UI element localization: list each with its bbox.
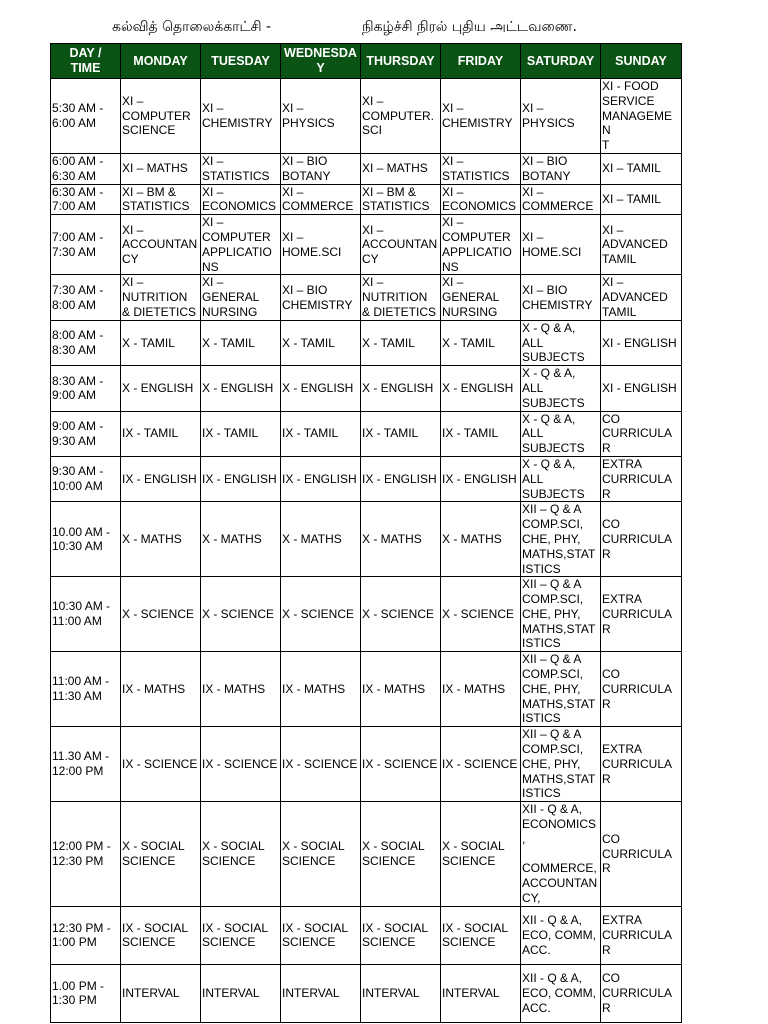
- program-cell-thursday: [361, 577, 441, 652]
- time-slot-cell: [51, 906, 121, 964]
- program-cell-monday: [121, 215, 201, 275]
- program-cell-saturday: [521, 275, 601, 320]
- title-channel-name: கல்வித் தொலைக்காட்சி -: [112, 19, 272, 35]
- program-text: XII – Q & A COMP.SCI, CHE, PHY, MATHS,STAT ISTICS: [522, 577, 596, 651]
- program-cell-friday: [441, 411, 521, 456]
- program-text: IX - TAMIL: [442, 426, 499, 441]
- program-cell-wednesday: [281, 456, 361, 501]
- program-text: X - Q & A, ALL SUBJECTS: [522, 411, 585, 456]
- header-tuesday: TUESDAY: [201, 44, 281, 79]
- program-cell-saturday: [521, 652, 601, 727]
- program-cell-wednesday: [281, 215, 361, 275]
- program-text: X - SCIENCE: [202, 606, 275, 621]
- program-cell-wednesday: [281, 727, 361, 802]
- time-slot-cell: [51, 411, 121, 456]
- program-text: X - SOCIAL SCIENCE: [122, 839, 185, 869]
- program-cell-monday: [121, 964, 201, 1022]
- time-slot-cell: [51, 456, 121, 501]
- program-text: XI – HOME.SCI: [282, 229, 342, 259]
- program-text: XI – MATHS: [362, 161, 428, 176]
- program-text: XI – CHEMISTRY: [202, 101, 273, 130]
- time-slot-cell: [51, 727, 121, 802]
- header-friday: FRIDAY: [441, 44, 521, 79]
- time-slot-cell: [51, 184, 121, 215]
- program-text: X - MATHS: [122, 531, 182, 546]
- time-slot-cell: [51, 502, 121, 577]
- program-text: XI - ENGLISH: [602, 380, 677, 395]
- program-text: INTERVAL: [202, 985, 260, 1000]
- time-slot-cell: [51, 577, 121, 652]
- program-cell-tuesday: [201, 577, 281, 652]
- time-slot-cell: [51, 964, 121, 1022]
- program-cell-sunday: [601, 727, 682, 802]
- program-cell-friday: [441, 502, 521, 577]
- program-cell-thursday: [361, 411, 441, 456]
- program-text: CO CURRICULA R: [602, 667, 673, 711]
- program-text: IX - SCIENCE: [442, 756, 518, 771]
- program-text: EXTRA CURRICULA R: [602, 592, 673, 636]
- program-text: XI - FOOD SERVICE MANAGEMEN T: [602, 79, 673, 153]
- table-row: [51, 184, 682, 215]
- schedule-table: [50, 43, 682, 1023]
- program-text: XI – TAMIL: [602, 161, 661, 176]
- program-text: XI – ACCOUNTAN CY: [122, 222, 198, 267]
- program-text: X - ENGLISH: [362, 380, 434, 395]
- time-slot-cell: [51, 802, 121, 907]
- program-cell-wednesday: [281, 275, 361, 320]
- table-header-row: [51, 44, 682, 79]
- program-text: XI – GENERAL NURSING: [442, 275, 500, 319]
- program-text: CO CURRICULA R: [602, 831, 673, 876]
- program-cell-friday: [441, 153, 521, 184]
- program-text: X - MATHS: [442, 531, 502, 546]
- time-slot-text: 9:30 AM - 10:00 AM: [52, 464, 104, 494]
- program-text: EXTRA CURRICULA R: [602, 913, 673, 957]
- program-cell-saturday: [521, 79, 601, 154]
- program-cell-friday: [441, 275, 521, 320]
- program-text: IX - TAMIL: [122, 426, 179, 441]
- program-cell-thursday: [361, 320, 441, 365]
- program-text: X - TAMIL: [442, 335, 495, 350]
- program-cell-monday: [121, 320, 201, 365]
- program-cell-saturday: [521, 502, 601, 577]
- program-text: IX - MATHS: [202, 681, 266, 696]
- program-text: XI – NUTRITION & DIETETICS: [362, 275, 437, 319]
- program-cell-thursday: [361, 964, 441, 1022]
- program-cell-sunday: [601, 411, 682, 456]
- program-cell-saturday: [521, 802, 601, 907]
- program-text: XI – BIO BOTANY: [282, 153, 331, 183]
- program-cell-saturday: [521, 906, 601, 964]
- header-monday: MONDAY: [121, 44, 201, 79]
- program-cell-monday: [121, 366, 201, 411]
- program-cell-thursday: [361, 502, 441, 577]
- program-text: X - SCIENCE: [442, 606, 515, 621]
- time-slot-text: 7:30 AM - 8:00 AM: [52, 282, 104, 312]
- program-cell-tuesday: [201, 411, 281, 456]
- document-title: [0, 17, 768, 39]
- program-cell-thursday: [361, 366, 441, 411]
- program-cell-tuesday: [201, 215, 281, 275]
- program-cell-thursday: [361, 79, 441, 154]
- program-cell-friday: [441, 802, 521, 907]
- program-text: XII – Q & A COMP.SCI, CHE, PHY, MATHS,STAT ISTICS: [522, 502, 596, 576]
- program-text: XI – GENERAL NURSING: [202, 275, 260, 319]
- program-text: XI – MATHS: [122, 161, 188, 176]
- program-cell-sunday: [601, 502, 682, 577]
- table-row: [51, 906, 682, 964]
- program-text: XI – BM & STATISTICS: [122, 184, 190, 214]
- program-text: XI – ECONOMICS: [442, 184, 517, 214]
- program-cell-friday: [441, 652, 521, 727]
- time-slot-text: 10:30 AM - 11:00 AM: [52, 599, 111, 629]
- program-cell-monday: [121, 456, 201, 501]
- time-slot-text: 12:00 PM - 12:30 PM: [52, 839, 111, 869]
- program-text: X - TAMIL: [282, 335, 335, 350]
- program-cell-friday: [441, 964, 521, 1022]
- program-text: IX - MATHS: [362, 681, 426, 696]
- program-text: X - SOCIAL SCIENCE: [362, 839, 425, 869]
- program-text: XI – COMPUTER APPLICATIO NS: [202, 215, 272, 274]
- program-text: EXTRA CURRICULA R: [602, 456, 673, 501]
- program-text: XI – BIO CHEMISTRY: [282, 282, 353, 312]
- program-text: IX - SOCIAL SCIENCE: [122, 920, 189, 950]
- program-cell-thursday: [361, 906, 441, 964]
- program-cell-wednesday: [281, 802, 361, 907]
- program-cell-saturday: [521, 964, 601, 1022]
- program-cell-monday: [121, 906, 201, 964]
- program-text: XI – ACCOUNTAN CY: [362, 222, 438, 267]
- program-cell-monday: [121, 275, 201, 320]
- title-schedule-name: நிகழ்ச்சி நிரல் புதிய அட்டவணை.: [362, 19, 577, 35]
- program-text: IX - ENGLISH: [442, 471, 517, 486]
- program-text: XI – PHYSICS: [282, 101, 335, 130]
- time-slot-text: 1.00 PM - 1:30 PM: [52, 978, 105, 1008]
- program-text: XI – STATISTICS: [442, 153, 510, 183]
- time-slot-text: 6:00 AM - 6:30 AM: [52, 153, 104, 183]
- program-cell-sunday: [601, 456, 682, 501]
- program-text: IX - ENGLISH: [122, 471, 197, 486]
- time-slot-cell: [51, 79, 121, 154]
- program-cell-sunday: [601, 215, 682, 275]
- program-text: X - ENGLISH: [442, 380, 514, 395]
- program-text: IX - SOCIAL SCIENCE: [362, 920, 429, 950]
- program-text: IX - ENGLISH: [282, 471, 357, 486]
- program-text: XI – CHEMISTRY: [442, 101, 513, 130]
- program-cell-wednesday: [281, 652, 361, 727]
- table-row: [51, 502, 682, 577]
- program-cell-wednesday: [281, 320, 361, 365]
- program-text: XI – HOME.SCI: [522, 229, 582, 259]
- program-cell-wednesday: [281, 411, 361, 456]
- program-cell-saturday: [521, 153, 601, 184]
- program-text: X - MATHS: [202, 531, 262, 546]
- program-cell-tuesday: [201, 366, 281, 411]
- program-cell-thursday: [361, 184, 441, 215]
- program-text: X - Q & A, ALL SUBJECTS: [522, 456, 585, 501]
- program-text: IX - TAMIL: [362, 426, 419, 441]
- program-cell-tuesday: [201, 802, 281, 907]
- header-sunday: SUNDAY: [601, 44, 682, 79]
- time-slot-text: 10.00 AM - 10:30 AM: [52, 524, 111, 554]
- program-cell-thursday: [361, 456, 441, 501]
- program-text: XI – PHYSICS: [522, 101, 575, 130]
- program-text: XI – STATISTICS: [202, 153, 270, 183]
- program-cell-tuesday: [201, 727, 281, 802]
- time-slot-text: 11.30 AM - 12:00 PM: [52, 749, 110, 779]
- program-text: X - ENGLISH: [282, 380, 354, 395]
- program-text: XI – COMPUTER APPLICATIO NS: [442, 215, 512, 274]
- program-cell-wednesday: [281, 366, 361, 411]
- program-cell-wednesday: [281, 153, 361, 184]
- program-text: IX - SCIENCE: [362, 756, 438, 771]
- program-cell-friday: [441, 184, 521, 215]
- program-text: IX - ENGLISH: [362, 471, 437, 486]
- program-cell-thursday: [361, 727, 441, 802]
- time-slot-cell: [51, 275, 121, 320]
- program-cell-wednesday: [281, 964, 361, 1022]
- program-text: XI – COMMERCE: [282, 184, 354, 214]
- program-text: INTERVAL: [122, 985, 180, 1000]
- program-cell-friday: [441, 727, 521, 802]
- program-text: X - SCIENCE: [122, 606, 195, 621]
- program-text: XII - Q & A, ECONOMICS, COMMERCE, ACCOUNTAN CY,: [522, 802, 598, 906]
- time-slot-text: 12:30 PM - 1:00 PM: [52, 920, 111, 950]
- program-text: XI – COMPUTER SCIENCE: [122, 93, 191, 138]
- program-cell-monday: [121, 577, 201, 652]
- program-cell-tuesday: [201, 153, 281, 184]
- table-row: [51, 153, 682, 184]
- table-row: [51, 215, 682, 275]
- program-text: IX - ENGLISH: [202, 471, 277, 486]
- program-text: X - MATHS: [362, 531, 422, 546]
- program-cell-friday: [441, 320, 521, 365]
- table-row: [51, 802, 682, 907]
- program-cell-friday: [441, 215, 521, 275]
- program-text: XI – TAMIL: [602, 191, 661, 206]
- program-cell-saturday: [521, 184, 601, 215]
- program-text: X - ENGLISH: [202, 380, 274, 395]
- time-slot-text: 5:30 AM - 6:00 AM: [52, 101, 104, 130]
- program-text: X - MATHS: [282, 531, 342, 546]
- time-slot-cell: [51, 153, 121, 184]
- program-cell-monday: [121, 727, 201, 802]
- program-text: X - TAMIL: [362, 335, 415, 350]
- program-cell-tuesday: [201, 906, 281, 964]
- time-slot-text: 6:30 AM - 7:00 AM: [52, 184, 104, 214]
- program-cell-sunday: [601, 577, 682, 652]
- program-text: IX - MATHS: [442, 681, 506, 696]
- program-cell-sunday: [601, 320, 682, 365]
- header-wednesday: WEDNESDA Y: [281, 44, 361, 79]
- program-text: IX - MATHS: [122, 681, 186, 696]
- time-slot-cell: [51, 215, 121, 275]
- program-text: XI - ENGLISH: [602, 335, 677, 350]
- program-cell-thursday: [361, 153, 441, 184]
- program-cell-sunday: [601, 153, 682, 184]
- program-text: XI – BIO CHEMISTRY: [522, 282, 593, 312]
- program-cell-tuesday: [201, 964, 281, 1022]
- program-text: INTERVAL: [362, 985, 420, 1000]
- table-row: [51, 652, 682, 727]
- program-cell-tuesday: [201, 275, 281, 320]
- program-cell-thursday: [361, 215, 441, 275]
- program-text: X - TAMIL: [202, 335, 255, 350]
- program-text: XII - Q & A, ECO, COMM, ACC.: [522, 913, 596, 957]
- program-cell-wednesday: [281, 502, 361, 577]
- program-cell-tuesday: [201, 79, 281, 154]
- program-text: INTERVAL: [282, 985, 340, 1000]
- program-cell-sunday: [601, 906, 682, 964]
- time-slot-cell: [51, 320, 121, 365]
- time-slot-cell: [51, 652, 121, 727]
- program-cell-friday: [441, 906, 521, 964]
- program-cell-tuesday: [201, 456, 281, 501]
- program-text: XI – ADVANCED TAMIL: [602, 222, 668, 267]
- program-cell-sunday: [601, 964, 682, 1022]
- program-text: IX - TAMIL: [202, 426, 259, 441]
- program-text: IX - MATHS: [282, 681, 346, 696]
- program-cell-saturday: [521, 366, 601, 411]
- program-cell-sunday: [601, 79, 682, 154]
- header-saturday: SATURDAY: [521, 44, 601, 79]
- program-cell-thursday: [361, 802, 441, 907]
- program-text: CO CURRICULA R: [602, 411, 673, 456]
- table-row: [51, 577, 682, 652]
- table-row: [51, 320, 682, 365]
- schedule-body: [51, 79, 682, 1023]
- table-row: [51, 79, 682, 154]
- program-text: XI – COMMERCE: [522, 184, 594, 214]
- program-text: INTERVAL: [442, 985, 500, 1000]
- program-text: X - Q & A, ALL SUBJECTS: [522, 320, 585, 365]
- table-row: [51, 964, 682, 1022]
- program-text: IX - SCIENCE: [202, 756, 278, 771]
- program-text: IX - SOCIAL SCIENCE: [442, 920, 509, 950]
- time-slot-text: 7:00 AM - 7:30 AM: [52, 229, 104, 259]
- table-row: [51, 366, 682, 411]
- program-text: XI – ADVANCED TAMIL: [602, 275, 668, 319]
- program-cell-sunday: [601, 652, 682, 727]
- program-cell-monday: [121, 411, 201, 456]
- program-text: X - SOCIAL SCIENCE: [442, 839, 505, 869]
- program-cell-sunday: [601, 184, 682, 215]
- time-slot-text: 11:00 AM - 11:30 AM: [52, 674, 110, 704]
- program-cell-thursday: [361, 652, 441, 727]
- program-text: CO CURRICULA R: [602, 971, 673, 1015]
- program-text: X - Q & A, ALL SUBJECTS: [522, 366, 585, 410]
- table-row: [51, 727, 682, 802]
- program-text: IX - TAMIL: [282, 426, 339, 441]
- program-cell-saturday: [521, 456, 601, 501]
- program-cell-friday: [441, 456, 521, 501]
- program-cell-friday: [441, 366, 521, 411]
- program-text: EXTRA CURRICULA R: [602, 742, 673, 786]
- program-cell-saturday: [521, 577, 601, 652]
- program-text: IX - SOCIAL SCIENCE: [202, 920, 269, 950]
- program-text: XII - Q & A, ECO, COMM, ACC.: [522, 971, 596, 1015]
- program-cell-monday: [121, 153, 201, 184]
- program-cell-thursday: [361, 275, 441, 320]
- program-cell-monday: [121, 79, 201, 154]
- program-text: IX - SCIENCE: [282, 756, 358, 771]
- program-text: XI – COMPUTER. SCI: [362, 93, 434, 138]
- program-cell-monday: [121, 652, 201, 727]
- program-cell-monday: [121, 502, 201, 577]
- program-cell-wednesday: [281, 577, 361, 652]
- program-cell-monday: [121, 184, 201, 215]
- program-cell-monday: [121, 802, 201, 907]
- program-cell-saturday: [521, 727, 601, 802]
- program-cell-tuesday: [201, 184, 281, 215]
- program-text: IX - SCIENCE: [122, 756, 198, 771]
- program-text: CO CURRICULA R: [602, 517, 673, 561]
- program-cell-sunday: [601, 275, 682, 320]
- program-text: X - SOCIAL SCIENCE: [202, 839, 265, 869]
- table-row: [51, 456, 682, 501]
- program-cell-wednesday: [281, 79, 361, 154]
- program-text: XI – BIO BOTANY: [522, 153, 571, 183]
- program-text: XII – Q & A COMP.SCI, CHE, PHY, MATHS,STAT ISTICS: [522, 727, 596, 801]
- time-slot-text: 8:00 AM - 8:30 AM: [52, 328, 104, 357]
- table-row: [51, 411, 682, 456]
- program-cell-sunday: [601, 802, 682, 907]
- program-text: XI – ECONOMICS: [202, 184, 277, 214]
- program-text: XI – BM & STATISTICS: [362, 184, 430, 214]
- header-thursday: THURSDAY: [361, 44, 441, 79]
- program-cell-tuesday: [201, 320, 281, 365]
- program-cell-friday: [441, 577, 521, 652]
- program-cell-saturday: [521, 320, 601, 365]
- program-cell-tuesday: [201, 502, 281, 577]
- program-cell-tuesday: [201, 652, 281, 727]
- program-cell-wednesday: [281, 184, 361, 215]
- program-text: X - SCIENCE: [362, 606, 435, 621]
- program-text: X - SCIENCE: [282, 606, 355, 621]
- program-text: X - TAMIL: [122, 335, 175, 350]
- program-text: X - ENGLISH: [122, 380, 194, 395]
- program-cell-saturday: [521, 215, 601, 275]
- program-text: IX - SOCIAL SCIENCE: [282, 920, 349, 950]
- header-day-time: DAY / TIME: [51, 44, 121, 79]
- time-slot-cell: [51, 366, 121, 411]
- time-slot-text: 9:00 AM - 9:30 AM: [52, 418, 104, 448]
- table-row: [51, 275, 682, 320]
- program-cell-wednesday: [281, 906, 361, 964]
- program-cell-friday: [441, 79, 521, 154]
- program-text: X - SOCIAL SCIENCE: [282, 839, 345, 869]
- program-cell-saturday: [521, 411, 601, 456]
- program-text: XII – Q & A COMP.SCI, CHE, PHY, MATHS,STAT ISTICS: [522, 652, 596, 726]
- program-cell-sunday: [601, 366, 682, 411]
- time-slot-text: 8:30 AM - 9:00 AM: [52, 373, 104, 403]
- program-text: XI – NUTRITION & DIETETICS: [122, 275, 197, 319]
